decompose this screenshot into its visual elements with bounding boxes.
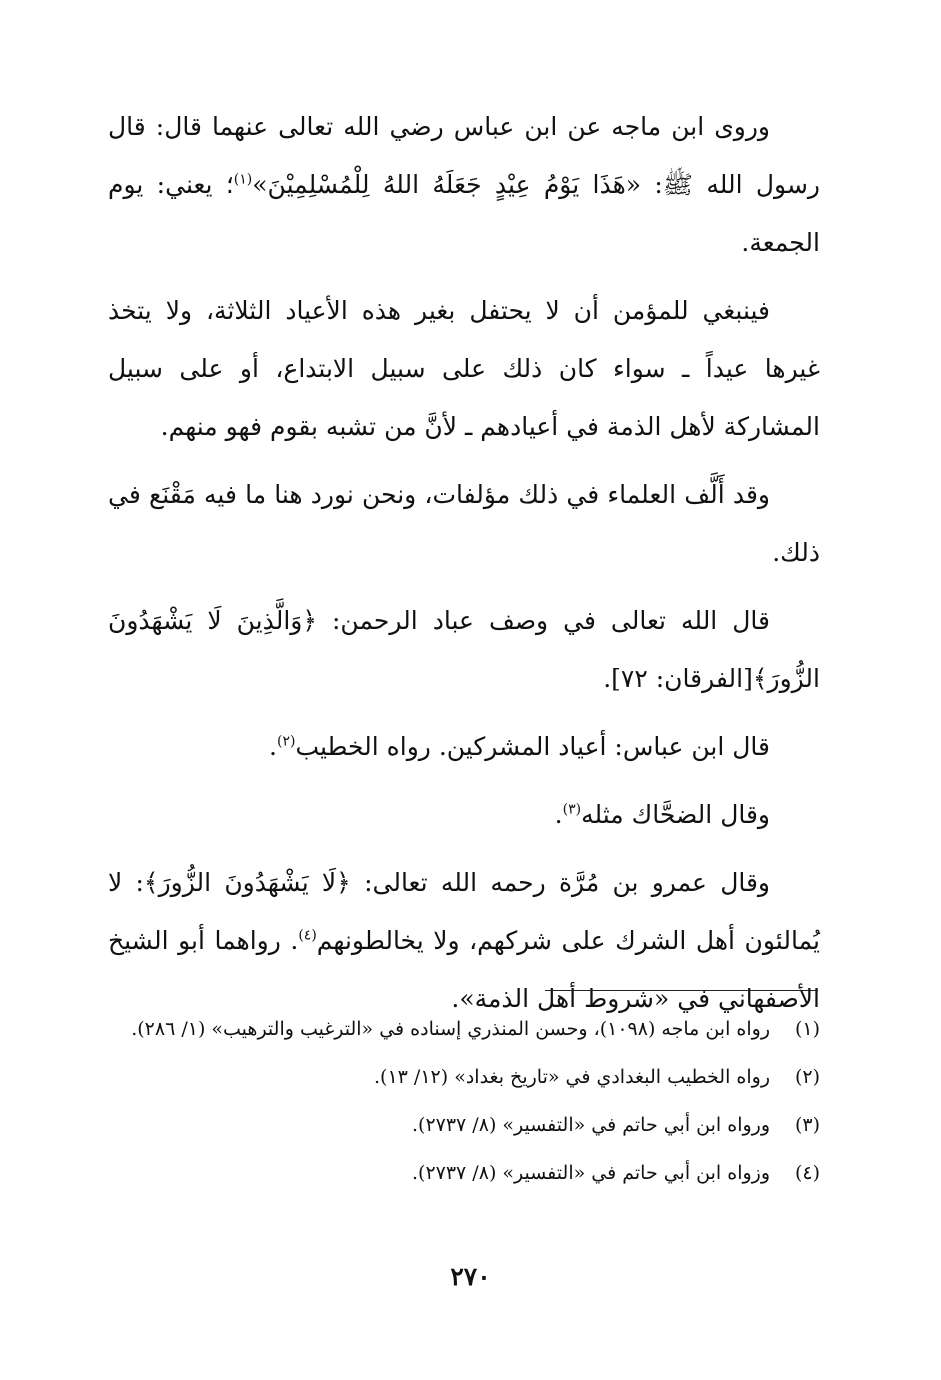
footnote-ref-1[interactable]: (١): [233, 171, 253, 188]
paragraph-2: [108, 282, 820, 456]
footnote-ref-3[interactable]: (٣): [562, 801, 582, 818]
paragraph-3-text: وقد أَلَّف العلماء في ذلك مؤلفات، ونحن نورد هنا ما فيه مَقْنَع في ذلك.: [108, 480, 820, 567]
footnotes: [108, 1005, 820, 1197]
footnote-1: [108, 1005, 820, 1053]
quran-reference: [الفرقان: ٧٢].: [603, 664, 753, 693]
paragraph-5: [108, 718, 820, 776]
footnote-ref-2[interactable]: (٢): [276, 733, 296, 750]
paragraph-7-text-end: . رواهما أبو الشيخ الأصفهاني في «شروط أهل الذمة».: [108, 926, 820, 1013]
paragraph-2-text: فينبغي للمؤمن أن لا يحتفل بغير هذه الأعياد الثلاثة، ولا يتخذ غيرها عيداً ـ سواء كان ذلك على سبيل الابتداع، أو على سبيل المشاركة لأهل الذمة في أعيادهم ـ لأنَّ من تشبه بقوم فهو منهم.: [108, 296, 820, 441]
page-number: ٢٧٠: [450, 1262, 491, 1291]
paragraph-1-text-end: ؛ يعني: يوم الجمعة.: [108, 170, 820, 257]
paragraph-6-text: وقال الضحَّاك مثله: [581, 800, 770, 829]
paragraph-6-text-end: .: [554, 800, 563, 829]
paragraph-1-text: وروى ابن ماجه عن ابن عباس رضي الله تعالى عنهما قال: قال رسول الله ﷺ: «هَذَا يَوْمُ عِيْدٍ جَعَلَهُ اللهُ لِلْمُسْلِمِيْنَ»: [108, 112, 820, 199]
footnote-text: ورواه ابن أبي حاتم في «التفسير» (٨/ ٢٧٣٧).: [411, 1114, 770, 1136]
paragraph-7: [108, 854, 820, 1028]
footnote-3: [108, 1101, 820, 1149]
paragraph-4: [108, 592, 820, 708]
paragraph-3: [108, 466, 820, 582]
paragraph-7-text: وقال عمرو بن مُرَّة رحمه الله تعالى: ﴿لَا يَشْهَدُونَ الزُّورَ﴾: لا يُمالئون أهل الشرك على شركهم، ولا يخالطونهم: [108, 868, 820, 955]
footnote-ref-4[interactable]: (٤): [298, 927, 317, 944]
paragraph-5-text-end: .: [269, 732, 277, 761]
paragraph-5-text: قال ابن عباس: أعياد المشركين. رواه الخطيب: [295, 732, 770, 761]
paragraph-4-text: قال الله تعالى في وصف عباد الرحمن: ﴿وَالَّذِينَ لَا يَشْهَدُونَ الزُّورَ﴾: [108, 606, 820, 693]
footnote-text: رواه ابن ماجه (١٠٩٨)، وحسن المنذري إسناده في «الترغيب والترهيب» (١/ ٢٨٦).: [131, 1018, 770, 1040]
footnote-4: [108, 1149, 820, 1197]
footnote-separator: [545, 990, 818, 991]
footnote-number: (٤): [794, 1162, 820, 1184]
paragraph-6: [108, 786, 820, 844]
footnote-number: (١): [794, 1018, 820, 1040]
footnote-text: وزواه ابن أبي حاتم في «التفسير» (٨/ ٢٧٣٧).: [411, 1162, 770, 1184]
paragraph-1: [108, 98, 820, 272]
footnote-number: (٣): [794, 1114, 820, 1136]
footnote-text: رواه الخطيب البغدادي في «تاريخ بغداد» (١٢/ ١٣).: [374, 1066, 770, 1088]
main-text: [108, 98, 820, 1038]
footnote-number: (٢): [794, 1066, 820, 1088]
footnote-2: [108, 1053, 820, 1101]
